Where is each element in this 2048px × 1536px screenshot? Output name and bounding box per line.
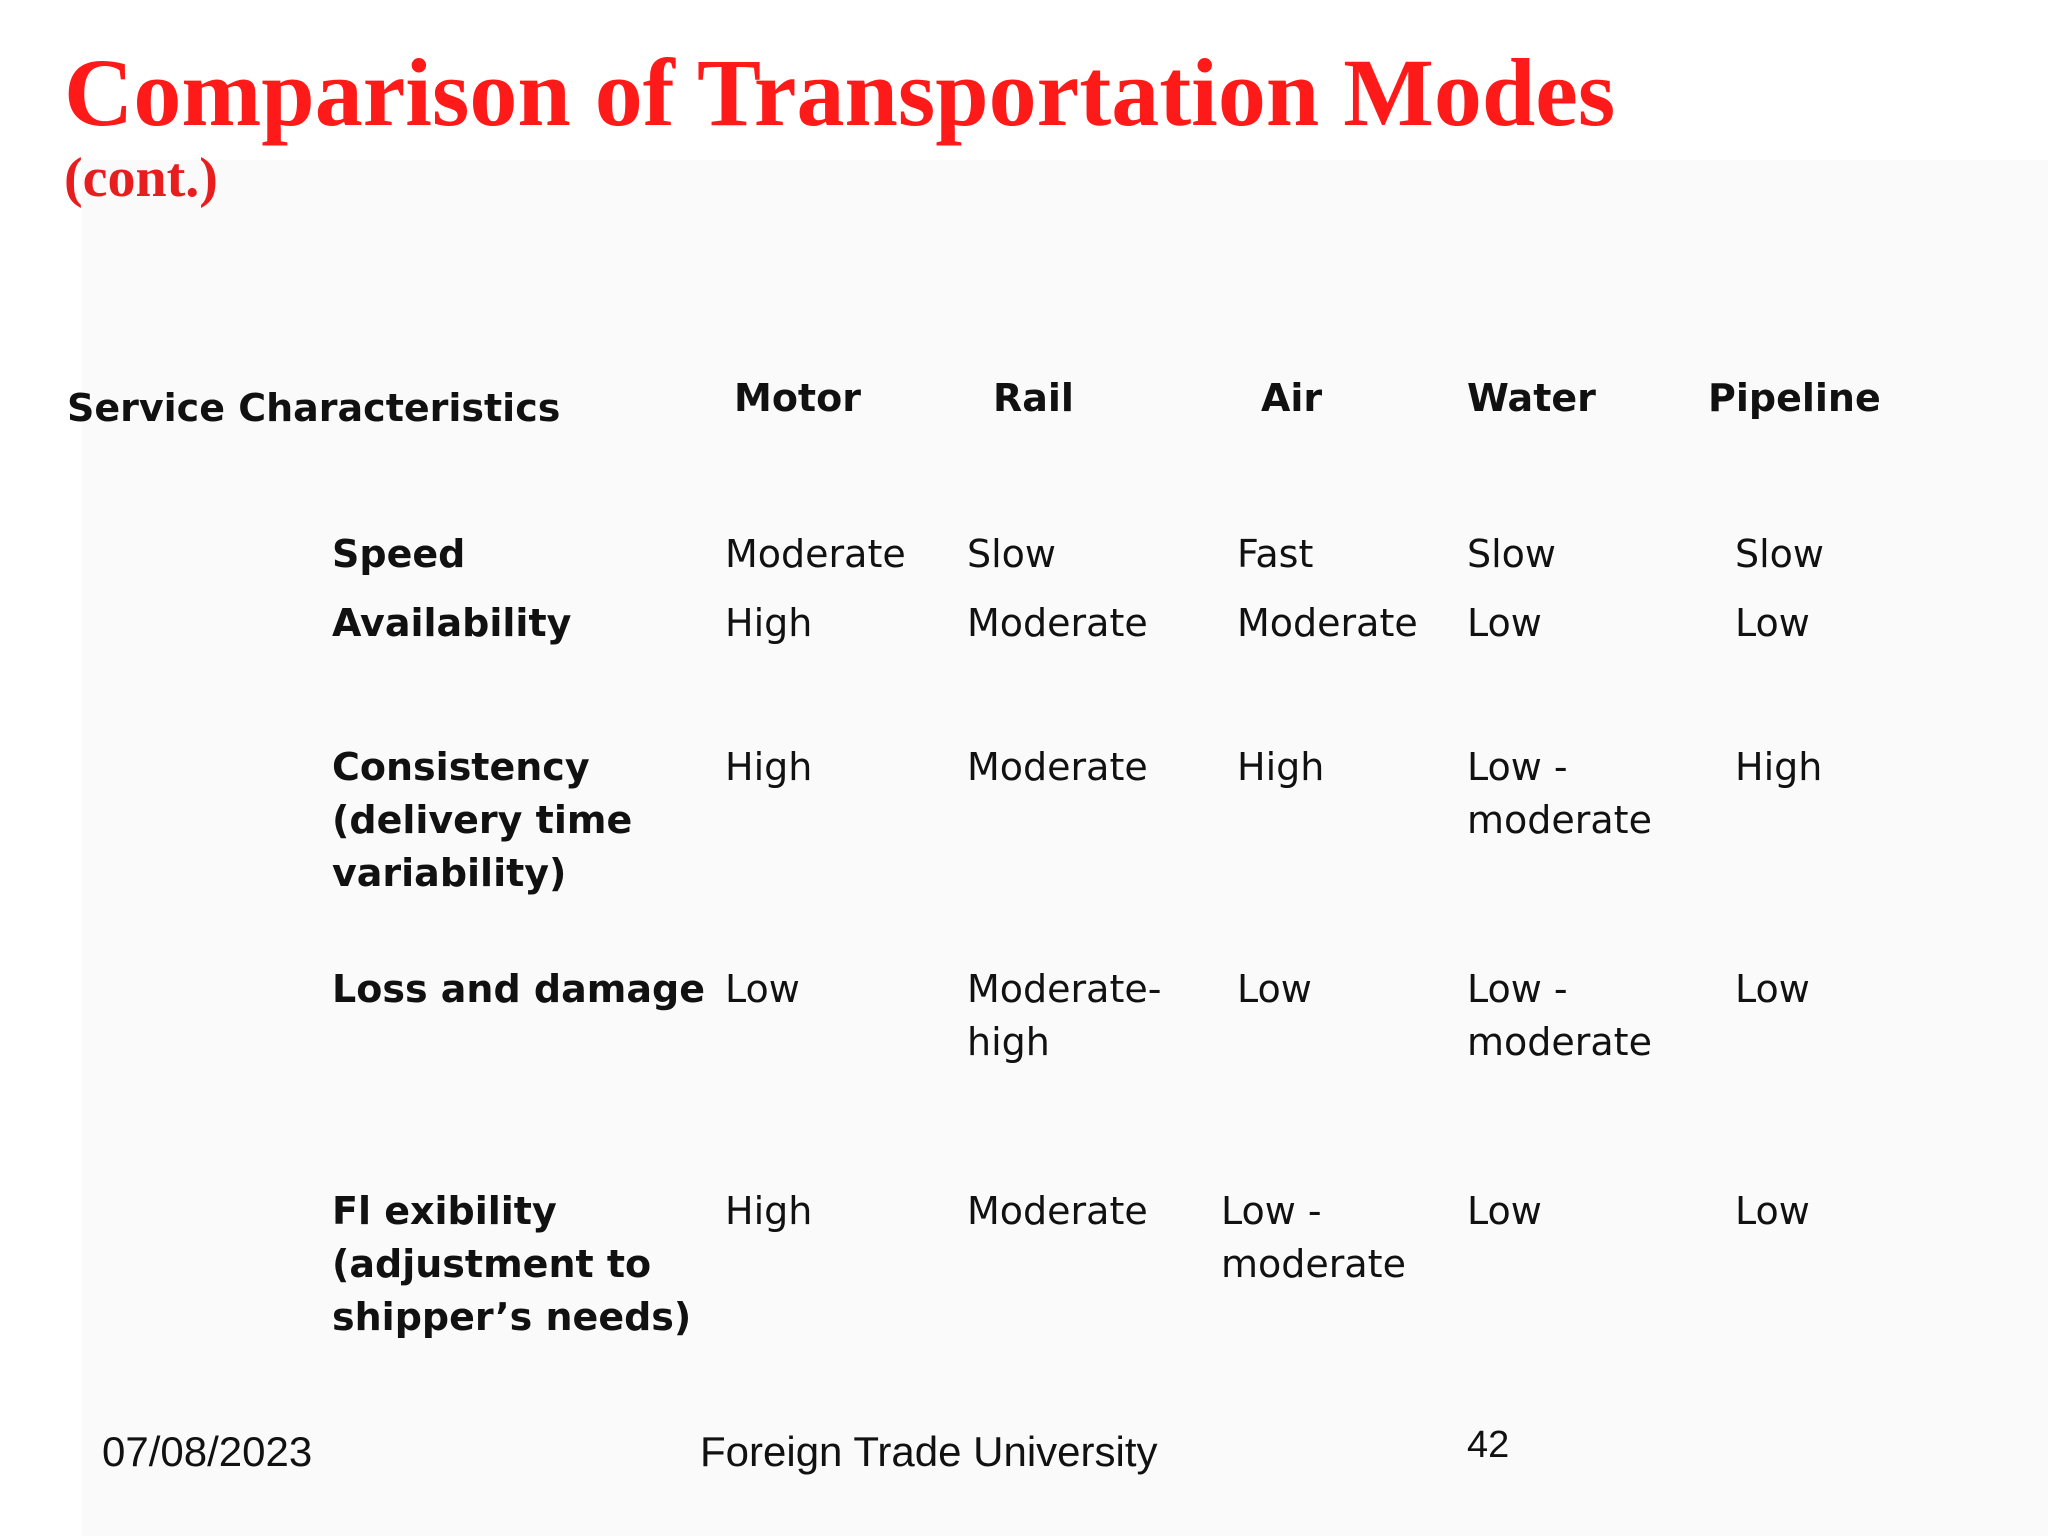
column-header-air: Air — [1261, 376, 1323, 420]
row-label-consistency: Consistency (delivery time variability) — [332, 745, 633, 895]
slide-title: Comparison of Transportation Modes — [64, 39, 1616, 146]
row-label-availability: Availability — [332, 601, 572, 645]
table-cell: High — [1237, 745, 1325, 789]
footer-date: 07/08/2023 — [102, 1428, 313, 1475]
table-cell: Moderate- high — [967, 967, 1162, 1064]
column-header-motor: Motor — [734, 376, 861, 420]
table-cell: Moderate — [1237, 601, 1418, 645]
footer-organization: Foreign Trade University — [700, 1428, 1158, 1475]
table-cell: Moderate — [967, 1189, 1148, 1233]
table-cell: Low - moderate — [1221, 1189, 1406, 1286]
slide-subtitle: (cont.) — [64, 147, 218, 209]
table-cell: Slow — [1467, 532, 1557, 576]
column-header-pipeline: Pipeline — [1708, 376, 1881, 420]
table-cell: Low — [1735, 967, 1810, 1011]
table-cell: High — [725, 601, 813, 645]
table-cell: Low — [1237, 967, 1312, 1011]
table-cell: High — [725, 1189, 813, 1233]
page-number: 42 — [1467, 1424, 1510, 1466]
table-cell: Moderate — [725, 532, 906, 576]
table-cell: Moderate — [967, 745, 1148, 789]
table-cell: Low - moderate — [1467, 967, 1652, 1064]
table-cell: Low - moderate — [1467, 745, 1652, 842]
table-cell: Slow — [967, 532, 1057, 576]
row-label-flexibility: Fl exibility (adjustment to shipper’s needs) — [332, 1189, 692, 1339]
table-cell: High — [1735, 745, 1823, 789]
table-cell: Low — [1735, 1189, 1810, 1233]
table-cell: Low — [1467, 601, 1542, 645]
row-label-speed: Speed — [332, 532, 466, 576]
column-header-water: Water — [1467, 376, 1596, 420]
table-cell: Slow — [1735, 532, 1825, 576]
table-cell: Low — [725, 967, 800, 1011]
corner-header: Service Characteristics — [67, 386, 561, 430]
table-cell: Fast — [1237, 532, 1314, 576]
column-header-rail: Rail — [993, 376, 1074, 420]
table-cell: High — [725, 745, 813, 789]
table-cell: Low — [1735, 601, 1810, 645]
row-label-loss-and-damage: Loss and damage — [332, 967, 705, 1011]
table-cell: Moderate — [967, 601, 1148, 645]
table-cell: Low — [1467, 1189, 1542, 1233]
